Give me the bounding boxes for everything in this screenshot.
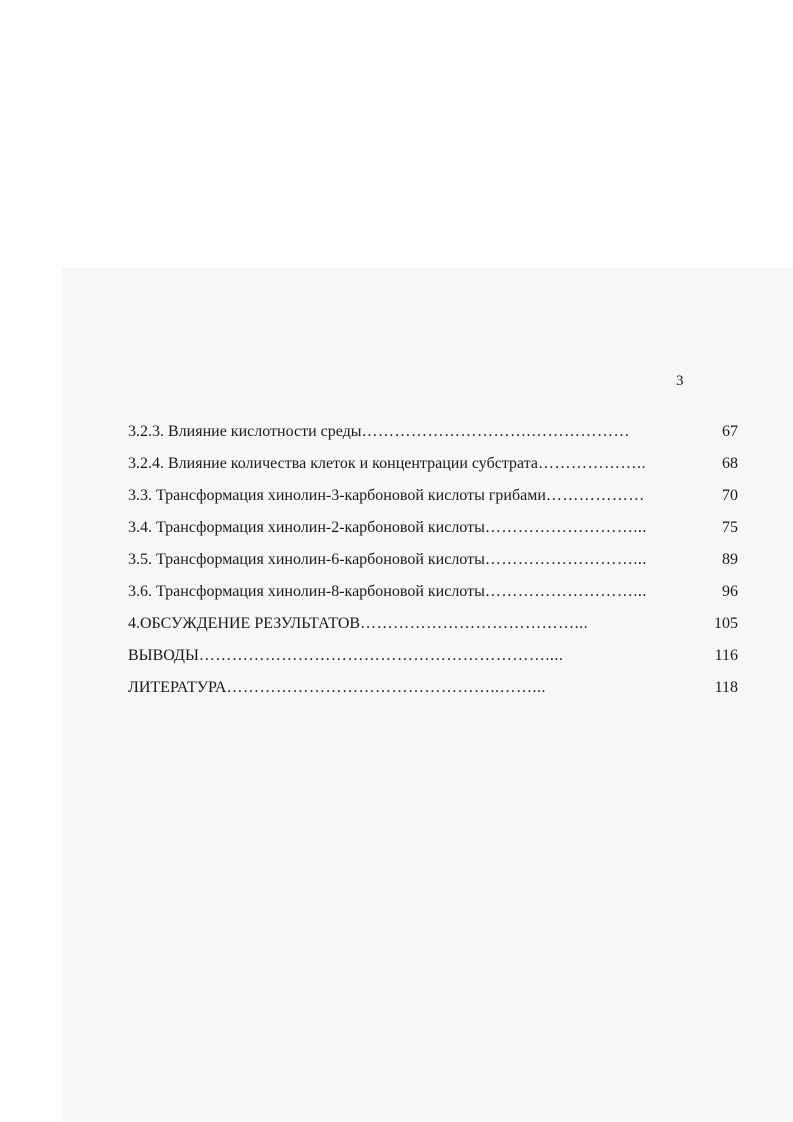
toc-entry-conclusions <box>128 647 738 679</box>
toc-entry-3-5 <box>128 551 738 583</box>
toc-entry-page: 96 <box>722 583 738 600</box>
toc-dot-leader: ……………….. <box>537 455 646 472</box>
toc-entry-page: 89 <box>722 551 738 568</box>
toc-entry-3-2-4 <box>128 455 738 487</box>
toc-dot-leader: ………………………….……………… <box>361 423 631 440</box>
toc-entry-3-6 <box>128 583 738 615</box>
toc-entry-title: ЛИТЕРАТУРА <box>128 679 227 696</box>
toc-entry-title: 4.ОБСУЖДЕНИЕ РЕЗУЛЬТАТОВ <box>128 615 361 632</box>
toc-dot-leader: ………………………... <box>484 551 647 568</box>
toc-entry-3-4 <box>128 519 738 551</box>
toc-dot-leader: ……………… <box>545 487 645 504</box>
toc-entry-3-2-3 <box>128 423 738 455</box>
toc-entry-title: 3.2.4. Влияние количества клеток и концентрации субстрата <box>128 455 538 472</box>
toc-entry-title: ВЫВОДЫ <box>128 647 199 664</box>
toc-entry-page: 68 <box>722 455 738 472</box>
toc-dot-leader: …………………………………………..……... <box>226 679 546 696</box>
toc-entry-page: 116 <box>714 647 738 664</box>
toc-entry-page: 105 <box>714 615 738 632</box>
toc-entry-page: 67 <box>722 423 738 440</box>
toc-entry-title: 3.5. Трансформация хинолин-6-карбоновой кислоты <box>128 551 485 568</box>
toc-entry-page: 118 <box>714 679 738 696</box>
toc-entry-title: 3.6. Трансформация хинолин-8-карбоновой кислоты <box>128 583 485 600</box>
toc-entry-discussion <box>128 615 738 647</box>
toc-dot-leader: …………………………………... <box>360 615 589 632</box>
toc-entry-page: 70 <box>722 487 738 504</box>
toc-entry-literature <box>128 679 738 711</box>
toc-dot-leader: ………………………... <box>484 583 647 600</box>
toc-dot-leader: ………………………... <box>484 519 647 536</box>
toc-entry-title: 3.4. Трансформация хинолин-2-карбоновой кислоты <box>128 519 485 536</box>
toc-dot-leader: ……………………………………………………….... <box>198 647 564 664</box>
toc-entry-3-3 <box>128 487 738 519</box>
toc-entry-page: 75 <box>722 519 738 536</box>
toc-entry-title: 3.2.3. Влияние кислотности среды <box>128 423 362 440</box>
toc-entry-title: 3.3. Трансформация хинолин-3-карбоновой кислоты грибами <box>128 487 546 504</box>
page-number: 3 <box>676 373 684 389</box>
table-of-contents <box>128 423 738 711</box>
